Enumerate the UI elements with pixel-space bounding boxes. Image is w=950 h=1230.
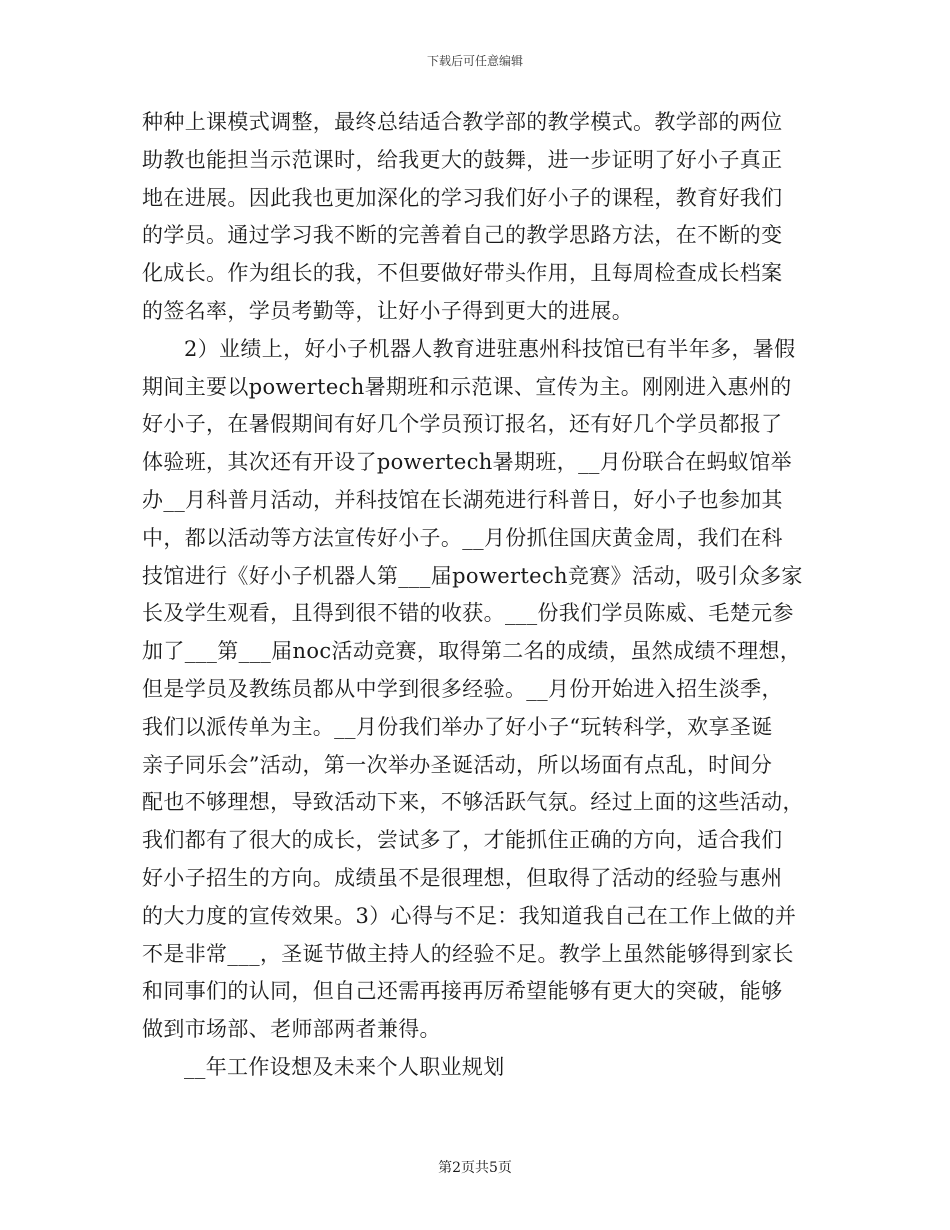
- text-line: 期间主要以powertech暑期班和示范课、宣传为主。刚刚进入惠州的: [142, 374, 792, 399]
- text-line: 体验班，其次还有开设了powertech暑期班，__月份联合在蚂蚁馆举: [142, 450, 792, 475]
- text-line: 中，都以活动等方法宣传好小子。__月份抓住国庆黄金周，我们在科: [142, 525, 783, 550]
- text-line: 我们都有了很大的成长，尝试多了，才能抓住正确的方向，适合我们: [142, 828, 783, 853]
- text-line: 办__月科普月活动，并科技馆在长湖苑进行科普日，好小子也参加其: [142, 487, 783, 512]
- text-line: 长及学生观看，且得到很不错的收获。___份我们学员陈威、毛楚元参: [142, 601, 794, 626]
- paragraph-start-line: 2）业绩上，好小子机器人教育进驻惠州科技馆已有半年多，暑假: [184, 336, 796, 361]
- section-heading: __年工作设想及未来个人职业规划: [184, 1054, 505, 1079]
- text-line: 但是学员及教练员都从中学到很多经验。__月份开始进入招生淡季，: [142, 676, 783, 701]
- text-line: 好小子招生的方向。成绩虽不是很理想，但取得了活动的经验与惠州: [142, 865, 783, 890]
- text-line: 加了___第___届noc活动竞赛，取得第二名的成绩，虽然成绩不理想，: [142, 639, 802, 664]
- text-line: 化成长。作为组长的我，不但要做好带头作用，且每周检查成长档案: [142, 261, 783, 286]
- text-line: 技馆进行《好小子机器人第___届powertech竞赛》活动，吸引众多家: [142, 563, 803, 588]
- text-line: 亲子同乐会”活动，第一次举办圣诞活动，所以场面有点乱，时间分: [142, 752, 773, 777]
- text-line: 我们以派传单为主。__月份我们举办了好小子“玩转科学，欢享圣诞: [142, 714, 773, 739]
- page-header: 下载后可任意编辑: [426, 54, 523, 68]
- text-line: 的签名率，学员考勤等，让好小子得到更大的进展。: [142, 298, 634, 323]
- text-line: 种种上课模式调整，最终总结适合教学部的教学模式。教学部的两位: [142, 110, 783, 134]
- document-body: [142, 104, 832, 1087]
- text-line: 的学员。通过学习我不断的完善着自己的教学思路方法，在不断的变: [142, 223, 783, 248]
- page-number: 第2页共5页: [438, 1160, 512, 1176]
- text-line: 地在进展。因此我也更加深化的学习我们好小子的课程，教育好我们: [142, 185, 783, 210]
- text-line: 助教也能担当示范课时，给我更大的鼓舞，进一步证明了好小子真正: [142, 147, 783, 172]
- text-line: 好小子，在暑假期间有好几个学员预订报名，还有好几个学员都报了: [142, 412, 783, 437]
- text-line: 做到市场部、老师部两者兼得。: [142, 1017, 441, 1042]
- text-line: 配也不够理想，导致活动下来，不够活跃气氛。经过上面的这些活动，: [142, 790, 804, 815]
- text-line: 的大力度的宣传效果。3）心得与不足：我知道我自己在工作上做的并: [142, 903, 797, 928]
- text-line: 不是非常___，圣诞节做主持人的经验不足。教学上虽然能够得到家长: [142, 941, 794, 966]
- text-line: 和同事们的认同，但自己还需再接再厉希望能够有更大的突破，能够: [142, 979, 783, 1004]
